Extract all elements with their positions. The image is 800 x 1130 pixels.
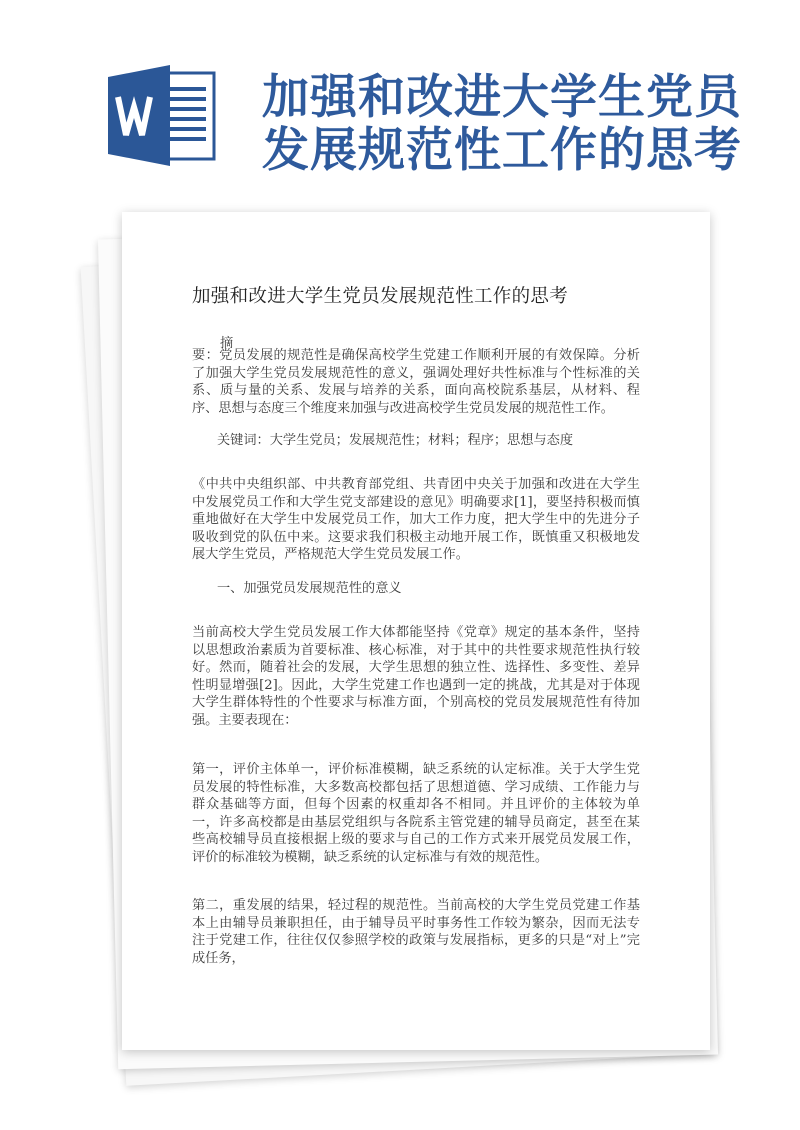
keywords-line: 关键词：大学生党员；发展规范性；材料；程序；思想与态度 (217, 433, 574, 448)
body-paragraph: 第一，评价主体单一，评价标准模糊，缺乏系统的认定标准。关于大学生党员发展的特性标准，大多数高校都包括了思想道德、学习成绩、工作能力与群众基础等方面，但每个因素的权重却各不相同。并且评价的主体较为单一，许多高校都是由基层党组织与各院系主管党建的辅导员商定，甚至在某些高校辅导员直接根据上级的要求与自己的工作方式来开展党员发展工作，评价的标准较为模糊，缺乏系统的认定标准与有效的规范性。 (192, 762, 640, 865)
section-heading: 一、加强党员发展规范性的意义 (217, 581, 402, 596)
abstract-paragraph: 要：党员发展的规范性是确保高校学生党建工作顺利开展的有效保障。分析了加强大学生党员发展规范性的意义，强调处理好共性标准与个性标准的关系、质与量的关系、发展与培养的关系，面向高校院系基层，从材料、程序、思想与态度三个维度来加强与改进高校学生党员发展的规范性工作。 (192, 348, 640, 416)
intro-paragraph: 《中共中央组织部、中共教育部党组、共青团中央关于加强和改进在大学生中发展党员工作和大学生党支部建设的意见》明确要求[1]，要坚持积极而慎重地做好在大学生中发展党员工作，加大工作力度，把大学生中的先进分子吸收到党的队伍中来。这要求我们积极主动地开展工作，既慎重又积极地发展大学生党员，严格规范大学生党员发展工作。 (192, 477, 640, 563)
body-paragraph: 第二，重发展的结果，轻过程的规范性。当前高校的大学生党员党建工作基本上由辅导员兼职担任，由于辅导员平时事务性工作较为繁杂，因而无法专注于党建工作，往往仅仅参照学校的政策与发展指标，更多的只是“对上”完成任务， (192, 898, 640, 966)
header-title-line2: 发展规范性工作的思考 (262, 123, 742, 178)
body-paragraph: 当前高校大学生党员发展工作大体都能坚持《党章》规定的基本条件，坚持以思想政治素质为首要标准、核心标准，对于其中的共性要求规范性执行较好。然而，随着社会的发展，大学生思想的独立性、选择性、多变性、差异性明显增强[2]。因此，大学生党建工作也遇到一定的挑战，尤其是对于体现大学生群体特性的个性要求与标准方面，个别高校的党员发展规范性有待加强。主要表现在： (192, 625, 640, 728)
document-title: 加强和改进大学生党员发展规范性工作的思考 (192, 286, 569, 307)
header-title-line1: 加强和改进大学生党员 (262, 70, 742, 125)
document-page (122, 212, 710, 1050)
header (0, 0, 800, 200)
word-icon (108, 63, 218, 168)
abstract-label: 摘 (220, 336, 234, 351)
